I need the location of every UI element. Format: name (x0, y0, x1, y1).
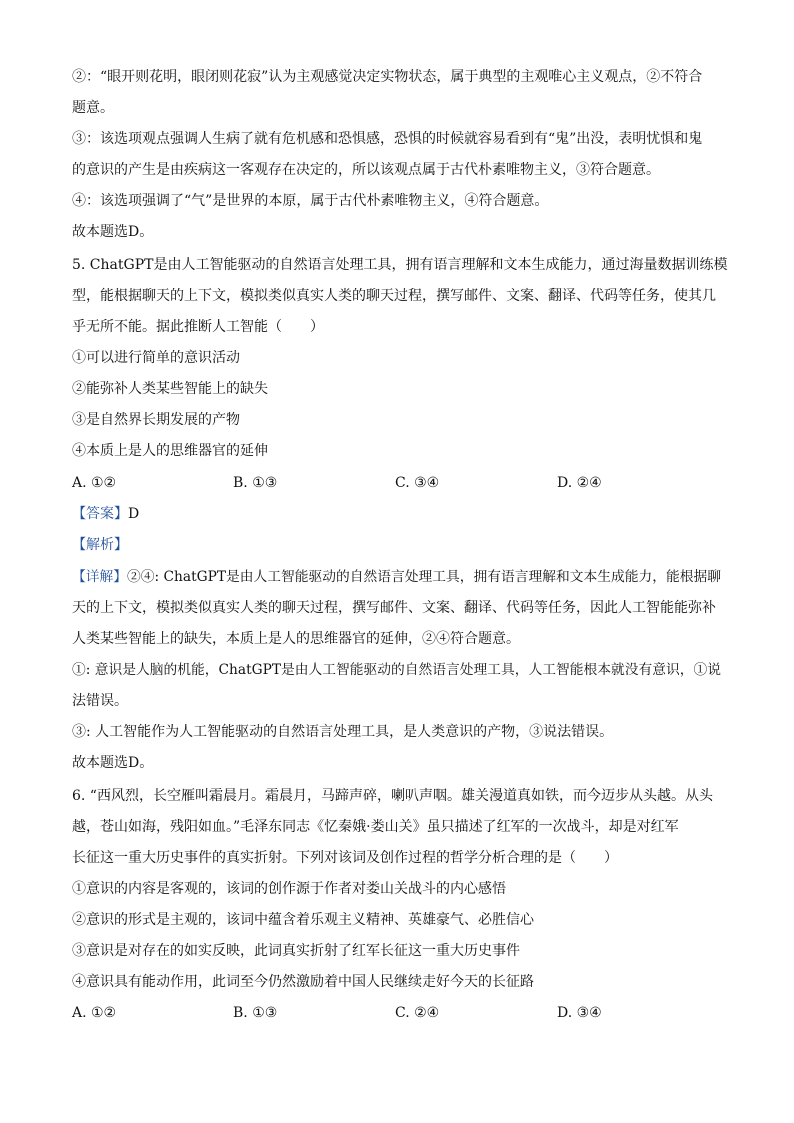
option-b: B. ①③ (233, 1005, 278, 1021)
option-c: C. ③④ (395, 475, 440, 491)
answer-tag: 【答案】 (72, 506, 128, 522)
question-5-stem: 5. ChatGPT是由人工智能驱动的自然语言处理工具，拥有语言理解和文本生成能力，通过海量数据训练模 (72, 257, 728, 273)
option-a: A. ①② (72, 1005, 117, 1021)
text-line: ②：“眼开则花明，眼闭则花寂”认为主观感觉决定实物状态，属于典型的主观唯心主义观点，②不符合 (72, 69, 703, 85)
text-line: 乎无所不能。据此推断人工智能（ ） (72, 319, 324, 335)
choice-item: ④意识具有能动作用，此词至今仍然激励着中国人民继续走好今天的长征路 (72, 974, 534, 990)
choice-item: ①意识的内容是客观的，该词的创作源于作者对娄山关战斗的内心感悟 (72, 881, 506, 897)
option-b: B. ①③ (233, 475, 278, 491)
text-line: 故本题选D。 (72, 224, 154, 240)
choice-item: ④本质上是人的思维器官的延伸 (72, 443, 268, 459)
answer-value: D (128, 506, 140, 522)
detail-line (72, 568, 732, 586)
text-line: 型，能根据聊天的上下文，模拟类似真实人类的聊天过程，撰写邮件、文案、翻译、代码等任务，使其几 (72, 288, 716, 304)
text-line: ③: 人工智能作为人工智能驱动的自然语言处理工具，是人类意识的产物，③说法错误。 (72, 724, 614, 740)
choice-item: ①可以进行简单的意识活动 (72, 350, 240, 366)
option-d: D. ②④ (557, 475, 602, 491)
detail-tag: 【详解】 (72, 569, 128, 585)
analysis-line (72, 536, 732, 554)
option-d: D. ③④ (557, 1005, 602, 1021)
choice-item: ③是自然界长期发展的产物 (72, 412, 240, 428)
analysis-tag: 【解析】 (72, 537, 128, 553)
text-line: 越，苍山如海，残阳如血。”毛泽东同志《忆秦娥·娄山关》虽只描述了红军的一次战斗，却是对红军 (72, 819, 679, 835)
option-a: A. ①② (72, 475, 117, 491)
choice-item: ③意识是对存在的如实反映，此词真实折射了红军长征这一重大历史事件 (72, 943, 520, 959)
text-line: ③：该选项观点强调人生病了就有危机感和恐惧感，恐惧的时候就容易看到有“鬼”出没，表明忧惧和鬼 (72, 131, 703, 147)
text-line: ④：该选项强调了“气”是世界的本原，属于古代朴素唯物主义，④符合题意。 (72, 193, 549, 209)
text-line: 天的上下文，模拟类似真实人类的聊天过程，撰写邮件、文案、翻译、代码等任务，因此人工智能能弥补 (72, 600, 716, 616)
choice-item: ②意识的形式是主观的，该词中蕴含着乐观主义精神、英雄豪气、必胜信心 (72, 912, 534, 928)
choice-item: ②能弥补人类某些智能上的缺失 (72, 381, 268, 397)
detail-text: ②④: ChatGPT是由人工智能驱动的自然语言处理工具，拥有语言理解和文本生成能力，能根据聊 (127, 569, 722, 585)
text-line: 的意识的产生是由疾病这一客观存在决定的，所以该观点属于古代朴素唯物主义，③符合题意。 (72, 162, 660, 178)
text-line: 故本题选D。 (72, 755, 154, 771)
text-line: 人类某些智能上的缺失，本质上是人的思维器官的延伸，②④符合题意。 (72, 631, 520, 647)
text-line: 题意。 (72, 100, 114, 116)
text-line: 长征这一重大历史事件的真实折射。下列对该词及创作过程的哲学分析合理的是（ ） (72, 850, 618, 866)
text-line: ①: 意识是人脑的机能，ChatGPT是由人工智能驱动的自然语言处理工具，人工智能根本就没有意识，①说 (72, 662, 722, 678)
question-6-stem: 6. “西风烈，长空雁叫霜晨月。霜晨月，马蹄声碎，喇叭声咽。雄关漫道真如铁，而今迈步从头越。从头 (72, 788, 713, 804)
text-line: 法错误。 (72, 693, 128, 709)
answer-line (72, 505, 732, 523)
option-c: C. ②④ (395, 1005, 440, 1021)
